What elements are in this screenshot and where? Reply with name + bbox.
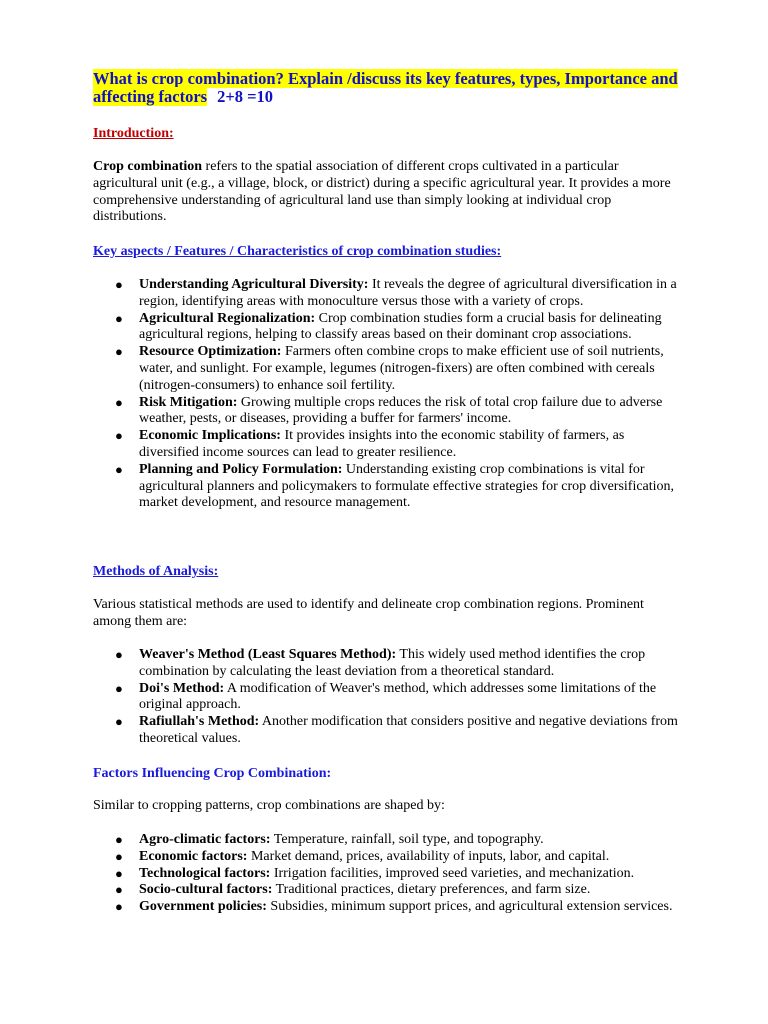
bullet-icon: ● <box>115 714 123 730</box>
list-item <box>93 899 683 916</box>
bullet-icon: ● <box>115 899 123 915</box>
item-text: Growing multiple crops reduces the risk of total crop failure due to adverse weather, pests, or diseases, providing a buffer for farmers' income. <box>139 394 663 427</box>
list-item <box>93 882 683 899</box>
bullet-icon: ● <box>115 647 123 662</box>
intro-heading: Introduction: <box>93 126 174 141</box>
list-item <box>93 277 683 311</box>
features-heading: Key aspects / Features / Characteristics of crop combination studies: <box>93 244 502 259</box>
list-item <box>93 395 683 429</box>
list-item <box>93 462 683 512</box>
bullet-icon: ● <box>115 865 123 881</box>
list-item <box>93 311 683 345</box>
item-text: Traditional practices, dietary preferences, and farm size. <box>272 882 591 898</box>
item-text: A modification of Weaver's method, which addresses some limitations of the original approach. <box>139 680 657 713</box>
bullet-icon: ● <box>115 394 123 410</box>
item-term: Resource Optimization: <box>139 344 282 360</box>
item-text: Crop combination studies form a crucial basis for delineating agricultural regions, helping to classify areas based on their dominant crop associations. <box>139 310 662 343</box>
intro-paragraph <box>93 159 683 226</box>
item-text: Another modification that considers positive and negative deviations from theoretical values. <box>139 714 678 746</box>
title-text: What is crop combination? Explain /discuss its key features, types, Importance and affecting factors <box>93 69 678 106</box>
bullet-icon: ● <box>115 680 123 696</box>
bullet-icon: ● <box>115 344 123 360</box>
factors-heading: Factors Influencing Crop Combination: <box>93 766 332 781</box>
item-text: Temperature, rainfall, soil type, and topography. <box>270 832 544 847</box>
features-list <box>93 277 683 512</box>
item-term: Planning and Policy Formulation: <box>139 461 343 477</box>
list-item <box>93 681 683 715</box>
item-term: Weaver's Method (Least Squares Method): <box>139 647 397 662</box>
bullet-icon: ● <box>115 310 123 326</box>
factors-intro: Similar to cropping patterns, crop combinations are shaped by: <box>93 798 445 813</box>
bullet-icon: ● <box>115 882 123 898</box>
item-term: Technological factors: <box>139 865 271 881</box>
item-term: Rafiullah's Method: <box>139 714 260 730</box>
list-item <box>93 428 683 462</box>
item-text: This widely used method identifies the crop combination by calculating the least deviation from a theoretical standard. <box>139 647 646 679</box>
list-item <box>93 647 683 681</box>
item-term: Risk Mitigation: <box>139 394 238 410</box>
item-text: Irrigation facilities, improved seed varieties, and mechanization. <box>270 865 635 881</box>
intro-text: refers to the spatial association of different crops cultivated in a particular agricultural unit (e.g., a village, block, or district) during a specific agricultural year. It provides a more comprehensive understanding of agricultural land use than simply looking at individual crop distributions. <box>93 159 671 225</box>
bullet-icon: ● <box>115 832 123 847</box>
methods-heading: Methods of Analysis: <box>93 564 219 579</box>
list-item <box>93 344 683 394</box>
item-text: Farmers often combine crops to make efficient use of soil nutrients, water, and sunlight. For example, legumes (nitrogen-fixers) are often combined with cereals (nitrogen-consumers) to enhance soil fertility. <box>139 344 664 393</box>
methods-list <box>93 647 683 748</box>
bullet-icon: ● <box>115 428 123 444</box>
item-term: Agricultural Regionalization: <box>139 310 316 326</box>
item-term: Government policies: <box>139 899 267 915</box>
list-item <box>93 849 683 866</box>
list-item <box>93 866 683 883</box>
list-item <box>93 714 683 748</box>
list-item <box>93 832 683 849</box>
item-term: Agro-climatic factors: <box>139 832 271 847</box>
item-text: Market demand, prices, availability of inputs, labor, and capital. <box>247 848 610 864</box>
item-term: Understanding Agricultural Diversity: <box>139 277 369 292</box>
item-term: Socio-cultural factors: <box>139 882 273 898</box>
item-term: Doi's Method: <box>139 680 225 696</box>
bullet-icon: ● <box>115 277 123 292</box>
factors-list <box>93 832 683 916</box>
intro-term: Crop combination <box>93 159 203 174</box>
bullet-icon: ● <box>115 461 123 477</box>
methods-intro: Various statistical methods are used to identify and delineate crop combination regions. Prominent among them are: <box>93 597 644 629</box>
item-text: It provides insights into the economic stability of farmers, as diversified income sources can lead to greater resilience. <box>139 428 625 460</box>
item-term: Economic factors: <box>139 848 248 864</box>
bullet-icon: ● <box>115 848 123 864</box>
title-marks: 2+8 =10 <box>217 87 274 106</box>
item-text: It reveals the degree of agricultural diversification in a region, identifying areas with monoculture versus those with a variety of crops. <box>139 277 677 309</box>
item-term: Economic Implications: <box>139 428 281 444</box>
item-text: Subsidies, minimum support prices, and agricultural extension services. <box>266 899 673 915</box>
page-title <box>93 70 693 106</box>
item-text: Understanding existing crop combinations is vital for agricultural planners and policymakers to formulate effective strategies for crop diversification, market development, and resource management. <box>139 461 675 511</box>
